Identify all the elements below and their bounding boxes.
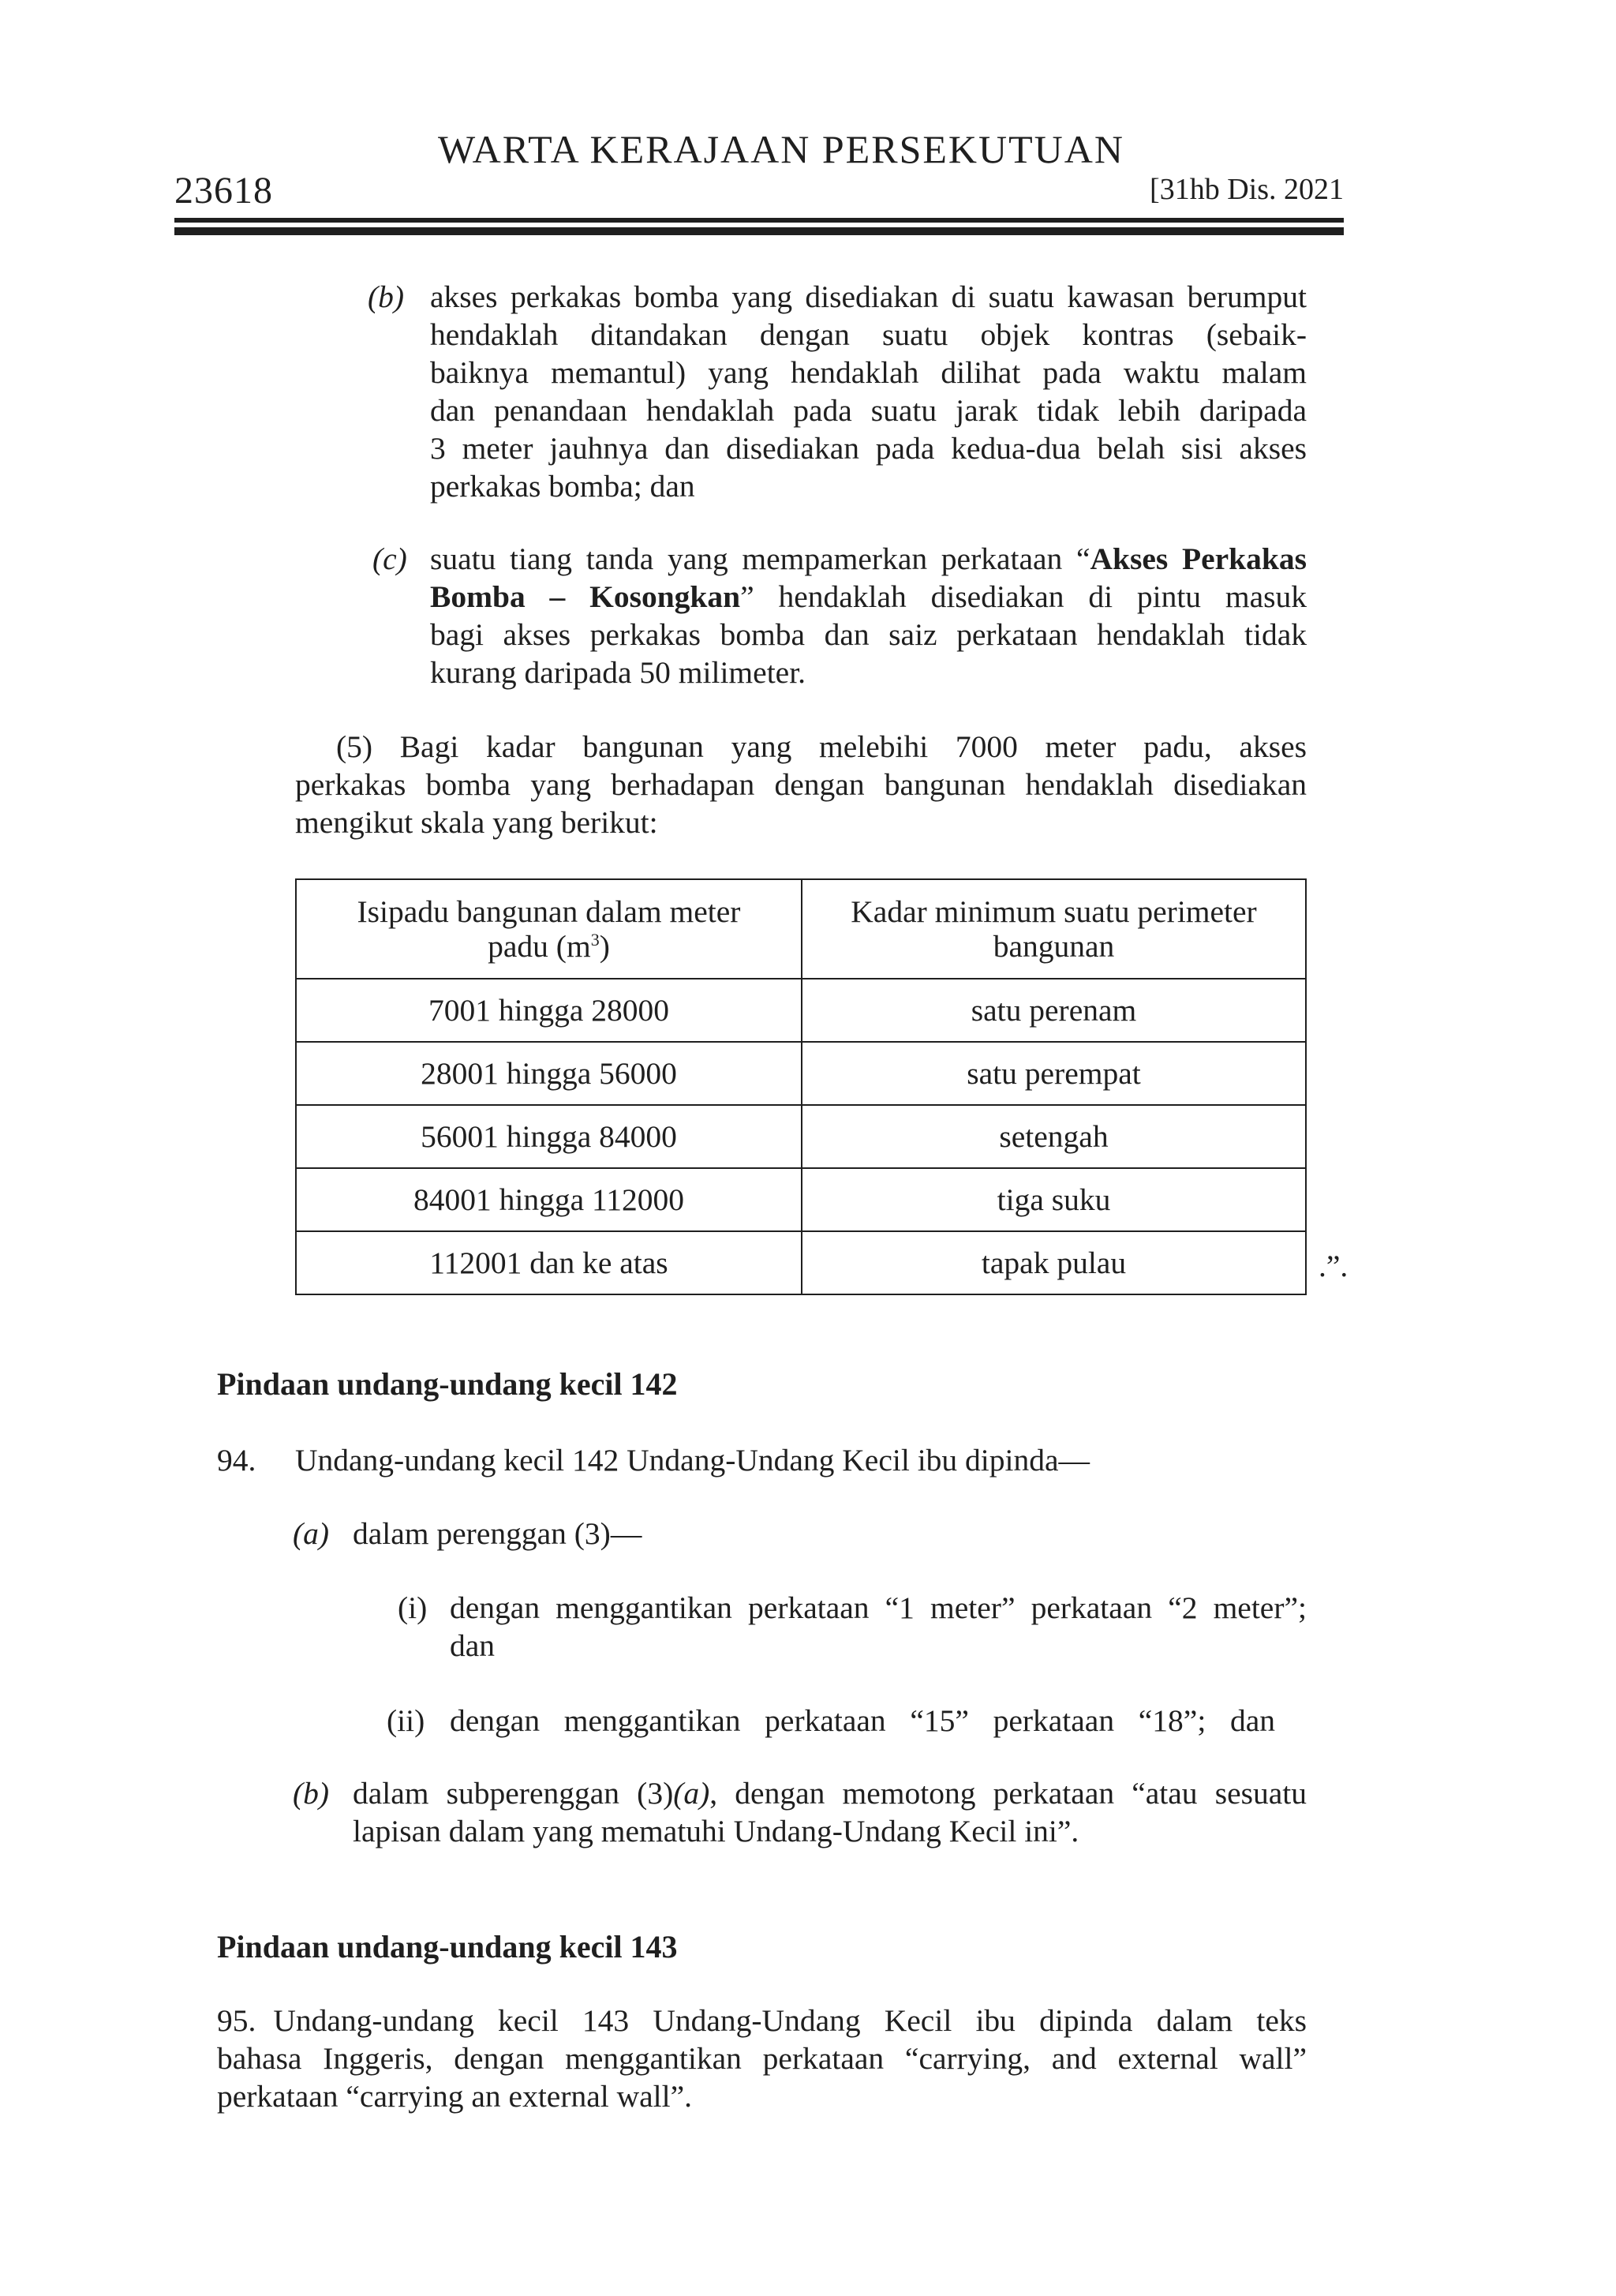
section-number-95: 95. (217, 2003, 256, 2038)
item-b-line: baiknya memantul) yang hendaklah dilihat pada waktu malam (430, 355, 1307, 390)
table-row (296, 1231, 1306, 1294)
table-row (296, 1042, 1306, 1105)
item-a-text: dalam perenggan (3)— (353, 1516, 642, 1551)
header-rule-thick (174, 227, 1344, 235)
subitem-i-label: (i) (398, 1590, 428, 1625)
superscript: 3 (590, 929, 600, 949)
column-header-volume-line: padu (m (488, 929, 591, 964)
subitem-ii-text (450, 1702, 1275, 1740)
item-b2-text-italic: (a) (673, 1776, 710, 1811)
section-94-intro: Undang-undang kecil 142 Undang-Undang Kecil ibu dipinda— (295, 1443, 1090, 1478)
rate-cell: satu perenam (802, 979, 1306, 1042)
section-heading-143: Pindaan undang-undang kecil 143 (217, 1929, 678, 1965)
item-b2-label: (b) (293, 1776, 330, 1811)
subitem-i-text (450, 1589, 1307, 1665)
sign-text-bold: Bomba – Kosongkan (430, 579, 741, 614)
column-header-rate (802, 879, 1306, 979)
item-c-text-part: ” hendaklah disediakan di pintu masuk (740, 579, 1307, 614)
paragraph-5-line: (5) Bagi kadar bangunan yang melebihi 7000 meter padu, akses (336, 729, 1307, 764)
page-number: 23618 (174, 170, 273, 212)
header-rule-thin (174, 218, 1344, 223)
volume-cell: 28001 hingga 56000 (296, 1042, 802, 1105)
rate-cell: setengah (802, 1105, 1306, 1168)
closing-quote-mark: .”. (1319, 1249, 1349, 1283)
volume-cell: 112001 dan ke atas (296, 1231, 802, 1294)
building-volume-table (295, 878, 1307, 1295)
item-a-label: (a) (293, 1516, 330, 1551)
volume-cell: 84001 hingga 112000 (296, 1168, 802, 1231)
section-number-94: 94. (217, 1443, 256, 1478)
volume-cell: 56001 hingga 84000 (296, 1105, 802, 1168)
column-header-volume-line: Isipadu bangunan dalam meter (357, 894, 741, 929)
sign-text-bold: Akses Perkakas (1090, 541, 1307, 576)
paragraph-5 (295, 728, 1307, 841)
column-header-volume (296, 879, 802, 979)
subitem-i-line: dan (450, 1628, 496, 1663)
volume-cell: 7001 hingga 28000 (296, 979, 802, 1042)
rate-cell: satu perempat (802, 1042, 1306, 1105)
item-b-line: dan penandaan hendaklah pada suatu jarak tidak lebih daripada (430, 393, 1307, 428)
item-b-text (430, 278, 1307, 505)
table-row (296, 1168, 1306, 1231)
item-b2-line: lapisan dalam yang mematuhi Undang-Undang Kecil ini”. (353, 1814, 1079, 1848)
rate-cell: tapak pulau (802, 1231, 1306, 1294)
item-c-line: bagi akses perkakas bomba dan saiz perkataan hendaklah tidak (430, 617, 1307, 652)
section-heading-142: Pindaan undang-undang kecil 142 (217, 1366, 678, 1402)
item-c-text-part: suatu tiang tanda yang mempamerkan perkataan “ (430, 541, 1090, 576)
rate-cell: tiga suku (802, 1168, 1306, 1231)
item-b-line: 3 meter jauhnya dan disediakan pada kedua-dua belah sisi akses (430, 431, 1307, 466)
item-c-label: (c) (372, 541, 407, 576)
column-header-rate-line: bangunan (993, 929, 1115, 964)
item-b2-text-part: dalam subperenggan (3) (353, 1776, 674, 1811)
issue-date: [31hb Dis. 2021 (1150, 173, 1344, 206)
table-row (296, 979, 1306, 1042)
item-b2-text-part: , dengan memotong perkataan “atau sesuatu (709, 1776, 1307, 1811)
item-b-line: perkakas bomba; dan (430, 469, 695, 504)
item-b-line: akses perkakas bomba yang disediakan di suatu kawasan berumput (430, 279, 1307, 314)
section-95-line: bahasa Inggeris, dengan menggantikan perkataan “carrying, and external wall” (217, 2041, 1307, 2076)
section-95-text (217, 2002, 1307, 2115)
item-c-text (430, 540, 1307, 691)
section-95-line: Undang-undang kecil 143 Undang-Undang Kecil ibu dipinda dalam teks (273, 2003, 1307, 2038)
column-header-rate-line: Kadar minimum suatu perimeter (851, 894, 1257, 929)
paragraph-5-line: mengikut skala yang berikut: (295, 805, 658, 840)
table-header-row (296, 879, 1306, 979)
table-row (296, 1105, 1306, 1168)
column-header-volume-line: ) (599, 929, 610, 964)
subitem-ii-line: dengan menggantikan perkataan “15” perkataan “18”; dan (450, 1703, 1275, 1738)
paragraph-5-line: perkakas bomba yang berhadapan dengan bangunan hendaklah disediakan (295, 767, 1307, 802)
item-c-line: kurang daripada 50 milimeter. (430, 655, 806, 690)
item-b-label: (b) (368, 279, 405, 314)
item-b-line: hendaklah ditandakan dengan suatu objek kontras (sebaik- (430, 317, 1307, 352)
section-95-line: perkataan “carrying an external wall”. (217, 2079, 693, 2114)
gazette-title: WARTA KERAJAAN PERSEKUTUAN (437, 127, 1125, 171)
subitem-ii-label: (ii) (387, 1703, 425, 1738)
subitem-i-line: dengan menggantikan perkataan “1 meter” perkataan “2 meter”; (450, 1590, 1307, 1625)
item-b2-text (353, 1774, 1307, 1850)
